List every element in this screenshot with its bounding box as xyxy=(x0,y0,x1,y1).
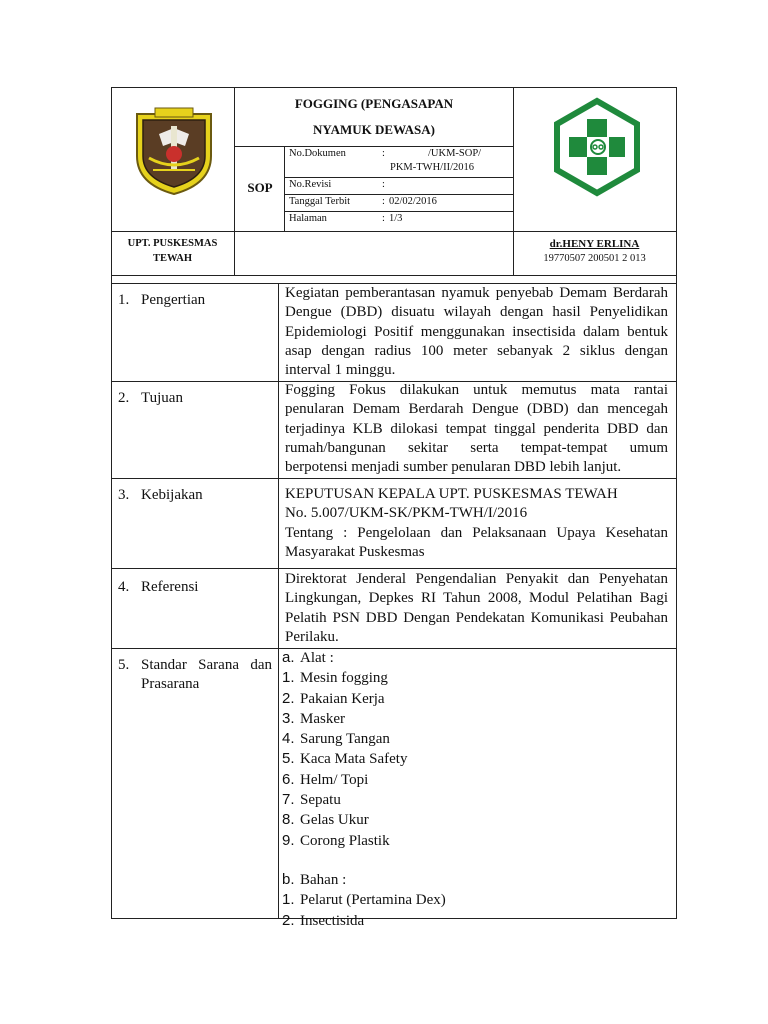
signer-nip: 19770507 200501 2 013 xyxy=(543,253,646,264)
list-number: 2. xyxy=(282,911,295,929)
section-1-number: 1. xyxy=(118,292,130,308)
section-3-line: Tentang : Pengelolaan dan Pelaksanaan Upaya Kesehatan xyxy=(285,524,668,541)
section-4-line: Direktorat Jenderal Pengendalian Penyakit dan Penyehatan xyxy=(285,571,668,587)
list-number: 5. xyxy=(282,750,295,768)
sop-label: SOP xyxy=(247,180,273,195)
org-name-line2: TEWAH xyxy=(152,253,193,264)
bahan-title: Bahan : xyxy=(300,871,347,888)
list-item: 2. Insectisida xyxy=(282,911,365,929)
list-item: 5. Kaca Mata Safety xyxy=(282,750,408,768)
alat-title: Alat : xyxy=(300,650,334,666)
alat-marker: a. xyxy=(282,649,295,666)
document-title-line2: NYAMUK DEWASA) xyxy=(313,122,435,137)
section-1-line: asap dengan radius 100 meter sebanyak 2 siklus dengan xyxy=(285,342,668,359)
meta-value-tanggal: 02/02/2016 xyxy=(389,196,437,207)
section-5-number: 5. xyxy=(118,657,130,673)
section-1-line: Kegiatan pemberantasan nyamuk penyebab Demam Berdarah xyxy=(285,285,668,301)
section-2-line: terjadinya KLB dilokasi tempat tinggal penderita DBD dan xyxy=(285,420,668,437)
section-5-title-line: Prasarana xyxy=(141,676,200,693)
meta-colon-halaman: : xyxy=(382,213,385,224)
section-1-content xyxy=(285,284,668,380)
meta-label-revisi: No.Revisi xyxy=(289,179,332,190)
section-1-title: Pengertian xyxy=(141,292,206,308)
section-2-content xyxy=(285,381,668,477)
section-2-title: Tujuan xyxy=(141,390,183,406)
border-meta-3 xyxy=(284,211,514,212)
section-4-line: Perilaku. xyxy=(285,628,339,645)
list-number: 7. xyxy=(282,791,295,809)
list-item: 8. Gelas Ukur xyxy=(282,811,369,829)
meta-label-tanggal: Tanggal Terbit xyxy=(289,196,351,207)
org-name-line1: UPT. PUSKESMAS xyxy=(127,238,218,249)
list-number: 9. xyxy=(282,831,295,849)
bahan-marker: b. xyxy=(282,870,295,888)
section-2-number: 2. xyxy=(118,390,130,406)
alat-heading xyxy=(282,648,672,668)
section-3-line: Masyarakat Puskesmas xyxy=(285,543,425,560)
section-2-line: rumah/bangunan sekitar serta tempat-tempat umum xyxy=(285,439,668,456)
meta-label-halaman: Halaman xyxy=(289,213,327,224)
section-3-title: Kebijakan xyxy=(141,487,203,503)
border-meta-1 xyxy=(284,177,514,178)
list-number: 8. xyxy=(282,811,295,829)
list-number: 3. xyxy=(282,709,295,727)
list-number: 4. xyxy=(282,730,295,748)
puskesmas-logo xyxy=(547,97,647,197)
list-item: 2. Pakaian Kerja xyxy=(282,689,385,707)
section-4-line: Pelatih PSN DBD Dengan Pendekatan Komunikasi Peubahan xyxy=(285,609,668,626)
list-item: 6. Helm/ Topi xyxy=(282,770,369,788)
border-row-3 xyxy=(111,568,677,569)
meta-label-dokumen: No.Dokumen xyxy=(289,148,346,159)
section-3-number: 3. xyxy=(118,487,130,503)
section-2-line: berpotensi menjadi sumber penularan DBD lebih lanjut. xyxy=(285,459,622,476)
section-1-line: interval 1 minggu. xyxy=(285,362,396,379)
list-item: 9. Corong Plastik xyxy=(282,831,390,849)
border-logo-right xyxy=(234,87,235,276)
section-2-line: Fogging Fokus dilakukan untuk memutus mata rantai xyxy=(285,382,668,398)
section-4-line: Lingkungan, Depkes RI Tahun 2008, Modul Pelatihan Bagi xyxy=(285,590,668,607)
section-4-number: 4. xyxy=(118,579,130,595)
bahan-heading xyxy=(282,870,672,890)
border-header-bottom xyxy=(111,275,677,276)
meta-colon-revisi: : xyxy=(382,179,385,190)
meta-colon-tanggal: : xyxy=(382,196,385,207)
section-2-line: penularan Demam Berdarah Dengue (DBD) dan mencegah xyxy=(285,401,668,418)
border-header-mid xyxy=(111,231,677,232)
border-title-bottom xyxy=(234,146,514,147)
section-3-content xyxy=(285,485,668,562)
list-item: 3. Masker xyxy=(282,709,345,727)
border-row-2 xyxy=(111,478,677,479)
meta-colon-dokumen: : xyxy=(382,148,385,159)
list-number: 1. xyxy=(282,669,295,687)
list-spacer xyxy=(282,851,672,870)
border-body-divider xyxy=(278,283,279,919)
list-item: 7. Sepatu xyxy=(282,791,341,809)
border-left xyxy=(111,87,112,919)
border-right xyxy=(676,87,677,919)
meta-value-dokumen: /UKM-SOP/ xyxy=(428,148,482,159)
section-5-content xyxy=(282,648,672,931)
list-number: 1. xyxy=(282,891,295,909)
list-item: 1. Mesin fogging xyxy=(282,669,388,687)
section-4-content xyxy=(285,570,668,647)
section-5-title-line: Standar Sarana dan xyxy=(141,657,272,673)
list-number: 2. xyxy=(282,689,295,707)
list-item: 1. Pelarut (Pertamina Dex) xyxy=(282,891,446,909)
list-item: 4. Sarung Tangan xyxy=(282,730,390,748)
list-number: 6. xyxy=(282,770,295,788)
section-1-line: Epidemiologi Positif menggunakan insectisida dalam bentuk xyxy=(285,323,668,340)
border-sop-right xyxy=(284,146,285,232)
border-meta-2 xyxy=(284,194,514,195)
emblem-logo xyxy=(129,100,219,198)
section-4-title: Referensi xyxy=(141,579,199,595)
section-3-line: KEPUTUSAN KEPALA UPT. PUSKESMAS TEWAH xyxy=(285,486,618,502)
meta-value-dokumen-2: PKM-TWH/II/2016 xyxy=(390,162,474,173)
border-top xyxy=(111,87,677,88)
section-3-line: No. 5.007/UKM-SK/PKM-TWH/I/2016 xyxy=(285,505,528,522)
signer-name: dr.HENY ERLINA xyxy=(549,238,640,250)
section-5-title xyxy=(141,656,272,695)
meta-value-halaman: 1/3 xyxy=(389,213,403,224)
document-title-line1: FOGGING (PENGASAPAN xyxy=(294,96,454,111)
section-1-line: Dengue (DBD) disuatu wilayah dengan hasil Penyelidikan xyxy=(285,304,668,321)
